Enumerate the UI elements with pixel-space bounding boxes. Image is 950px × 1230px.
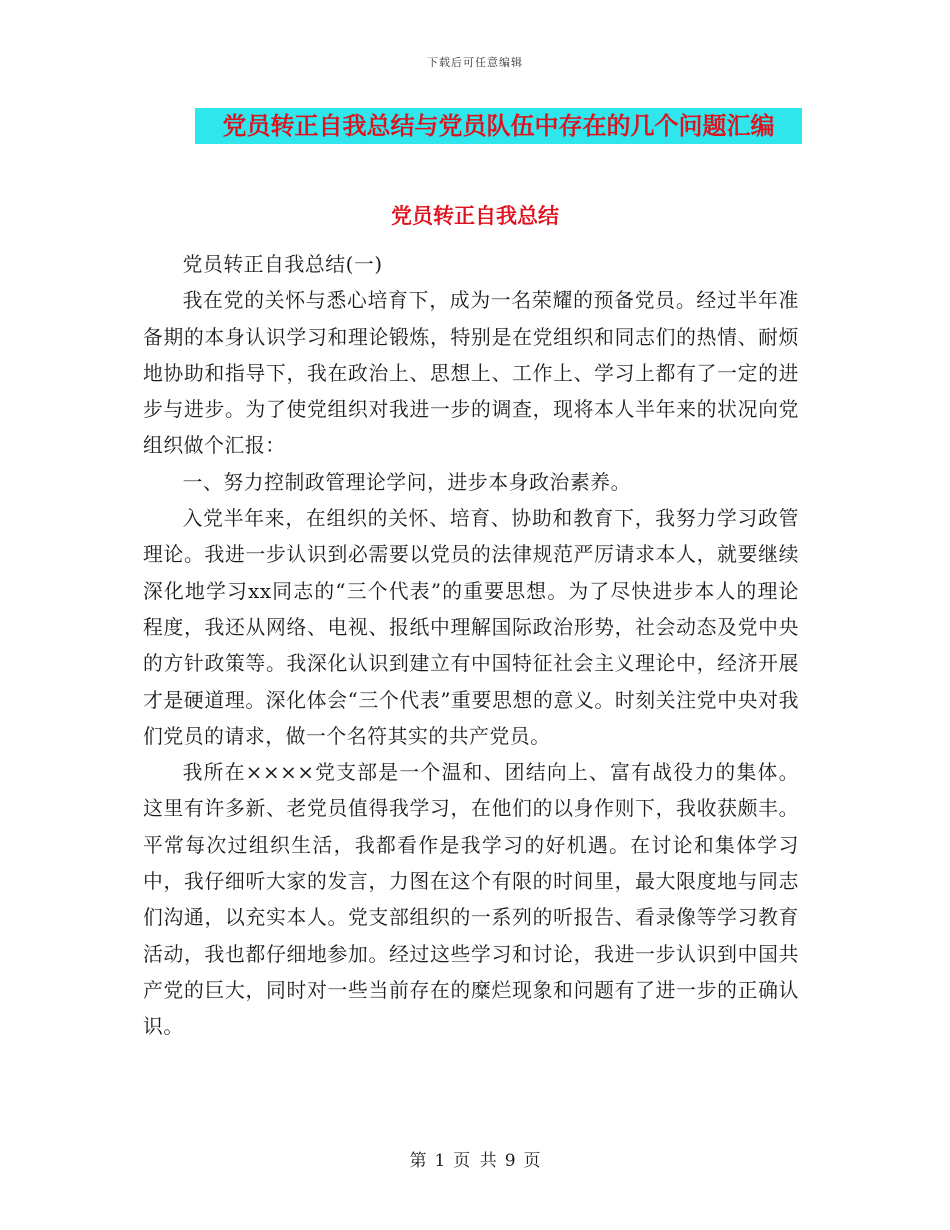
main-title: 党员转正自我总结与党员队伍中存在的几个问题汇编 xyxy=(222,112,775,140)
body-paragraph: 我所在××××党支部是一个温和、团结向上、富有战役力的集体。这里有许多新、老党员值得我学习，在他们的以身作则下，我收获颇丰。平常每次过组织生活，我都看作是我学习的好机遇。在讨论和集体学习中，我仔细听大家的发言，力图在这个有限的时间里，最大限度地与同志们沟通，以充实本人。党支部组织的一系列的听报告、看录像等学习教育活动，我也都仔细地参加。经过这些学习和讨论，我进一步认识到中国共产党的巨大，同时对一些当前存在的糜烂现象和问题有了进一步的正确认识。 xyxy=(143,761,799,1039)
header-note: 下载后可任意编辑 xyxy=(427,56,523,69)
page-footer xyxy=(0,1146,950,1171)
page-label-mid: 页 共 xyxy=(453,1151,497,1171)
page-total: 9 xyxy=(504,1151,516,1171)
document-body xyxy=(143,247,799,1046)
page-label-suffix: 页 xyxy=(523,1151,541,1171)
main-title-highlight xyxy=(195,108,802,144)
page-current: 1 xyxy=(434,1151,446,1171)
page-label-prefix: 第 xyxy=(409,1151,427,1171)
section-title: 党员转正自我总结 xyxy=(391,204,559,228)
body-paragraph: 入党半年来，在组织的关怀、培育、协助和教育下，我努力学习政管理论。我进一步认识到必需要以党员的法律规范严厉请求本人，就要继续深化地学习xx同志的“三个代表”的重要思想。为了尽快进步本人的理论程度，我还从网络、电视、报纸中理解国际政治形势，社会动态及党中央的方针政策等。我深化认识到建立有中国特征社会主义理论中，经济开展才是硬道理。深化体会“三个代表”重要思想的意义。时刻关注党中央对我们党员的请求，做一个名符其实的共产党员。 xyxy=(143,507,799,748)
point-heading: 一、努力控制政管理论学问，进步本身政治素养。 xyxy=(182,470,631,494)
body-paragraph: 我在党的关怀与悉心培育下，成为一名荣耀的预备党员。经过半年准备期的本身认识学习和理论锻炼，特别是在党组织和同志们的热情、耐烦地协助和指导下，我在政治上、思想上、工作上、学习上都有了一定的进步与进步。为了使党组织对我进一步的调查，现将本人半年来的状况向党组织做个汇报： xyxy=(143,289,799,458)
subsection-heading: 党员转正自我总结(一) xyxy=(182,253,383,276)
